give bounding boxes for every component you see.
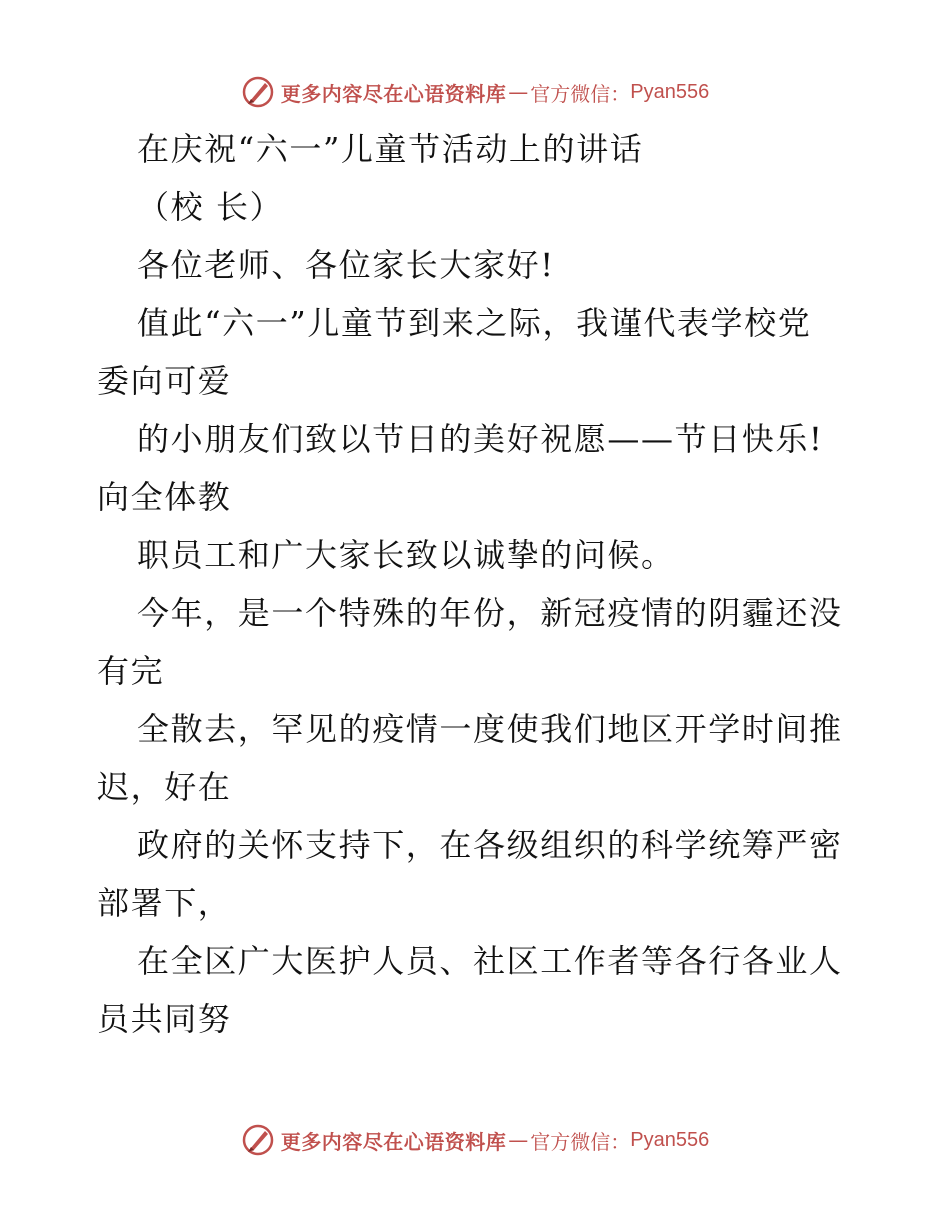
- document-author: （校 长）: [137, 188, 284, 226]
- paragraph-line: 员共同努: [97, 1000, 232, 1038]
- paragraph-line: 部署下，: [97, 884, 232, 922]
- banner-main-text: 更多内容尽在心语资料库: [280, 1129, 507, 1154]
- paragraph-line: 今年，是一个特殊的年份，新冠疫情的阴霾还没: [137, 594, 843, 632]
- banner-wechat-label: 官方微信：: [530, 81, 631, 106]
- paragraph-line: 有完: [97, 652, 165, 690]
- header-banner: [0, 72, 950, 112]
- paragraph-line: 委向可爱: [97, 362, 232, 400]
- paragraph-line: 全散去，罕见的疫情一度使我们地区开学时间推: [137, 710, 843, 748]
- greeting-line: 各位老师、各位家长大家好!: [137, 246, 555, 284]
- paragraph-line: 值此“六一”儿童节到来之际，我谨代表学校党: [137, 304, 812, 342]
- banner-wechat-id: Pyan556: [630, 1128, 710, 1151]
- paragraph-line: 的小朋友们致以节日的美好祝愿——节日快乐!: [137, 420, 824, 458]
- paragraph-line: 政府的关怀支持下，在各级组织的科学统筹严密: [137, 826, 843, 864]
- banner-separator: —: [508, 1128, 529, 1152]
- banner-separator: —: [508, 80, 529, 104]
- document-title: 在庆祝“六一”儿童节活动上的讲话: [137, 130, 644, 168]
- paragraph-line: 在全区广大医护人员、社区工作者等各行各业人: [137, 942, 843, 980]
- banner-wechat-label: 官方微信：: [530, 1129, 631, 1154]
- paragraph-line: 迟，好在: [97, 768, 232, 806]
- paragraph-line: 职员工和广大家长致以诚挚的问候。: [137, 536, 675, 574]
- banner-main-text: 更多内容尽在心语资料库: [280, 81, 507, 106]
- quill-pen-logo-icon: [241, 1123, 275, 1157]
- banner-wechat-id: Pyan556: [630, 80, 710, 103]
- paragraph-line: 向全体教: [97, 478, 232, 516]
- document-body: [97, 120, 857, 1048]
- footer-banner: [0, 1120, 950, 1160]
- quill-pen-logo-icon: [241, 75, 275, 109]
